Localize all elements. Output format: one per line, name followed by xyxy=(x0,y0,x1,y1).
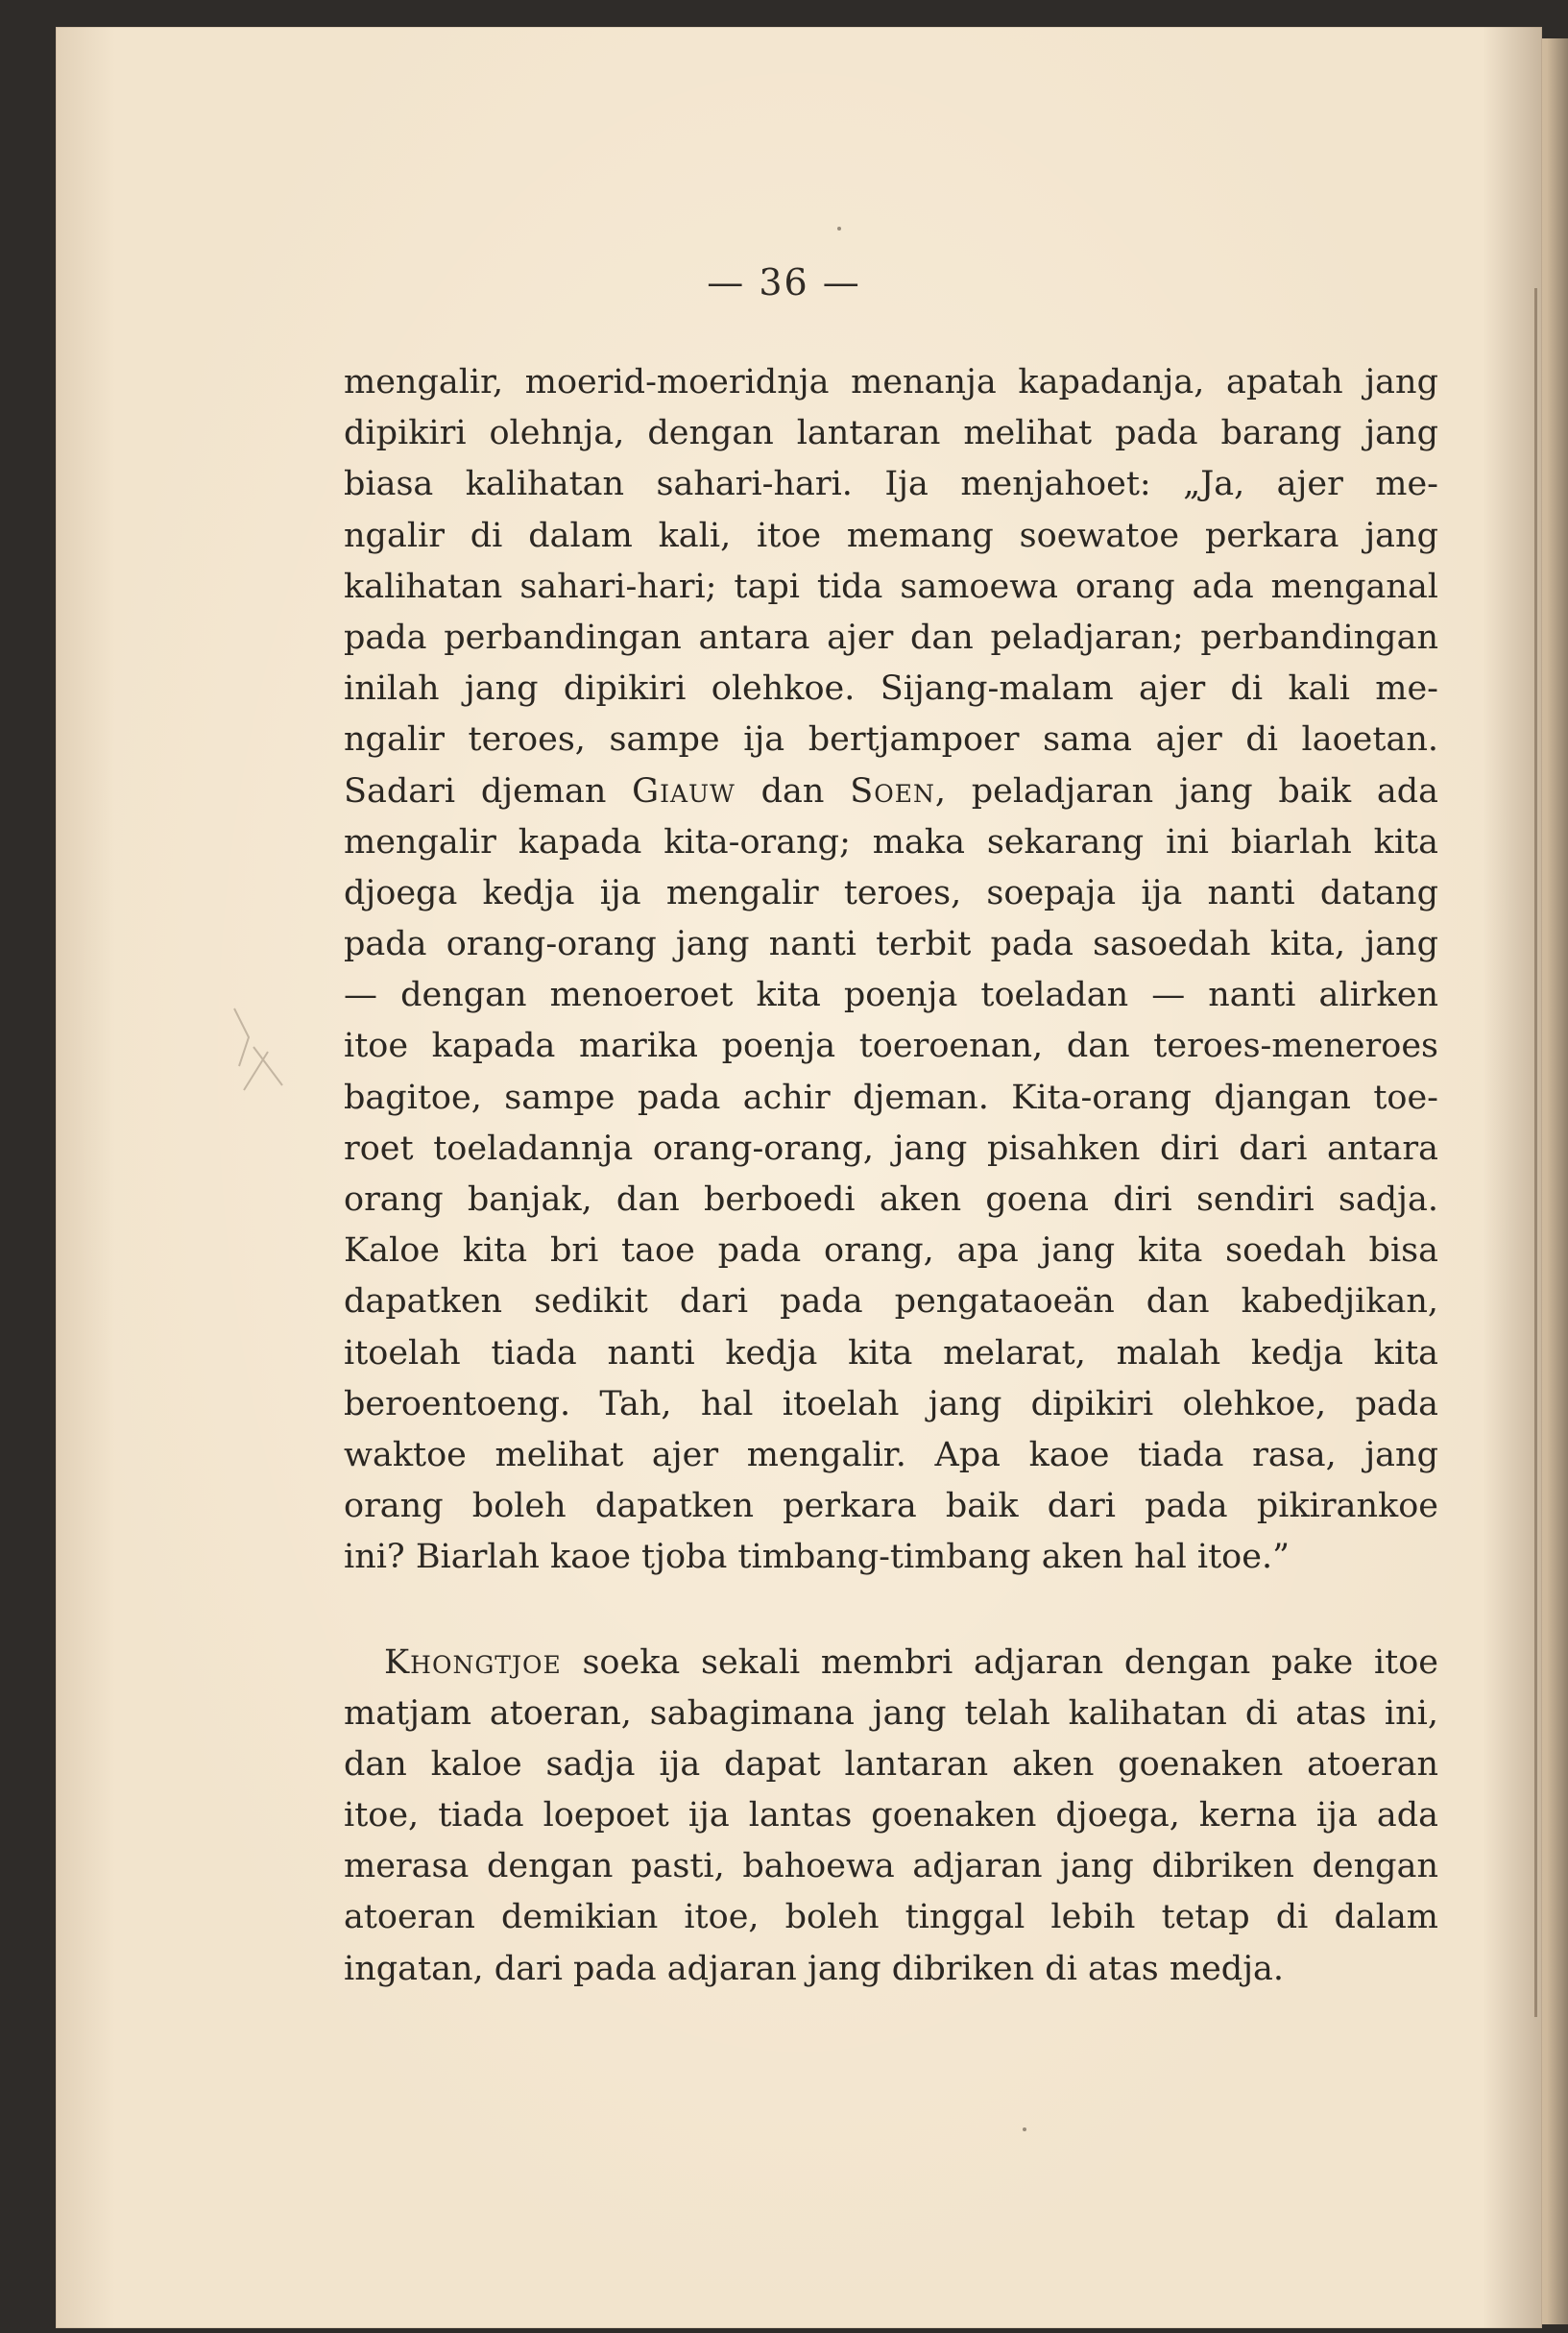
text-line: itoe kapada marika poenja toeroenan, dan teroes-meneroes xyxy=(344,1027,1438,1066)
text-line: pada orang-orang jang nanti terbit pada sasoedah kita, jang xyxy=(344,925,1438,964)
text-line: ngalir teroes, sampe ija bertjampoer sama ajer di laoetan. xyxy=(344,720,1438,760)
text-line: pada perbandingan antara ajer dan peladjaran; perbandingan xyxy=(344,618,1438,657)
text-line: waktoe melihat ajer mengalir. Apa kaoe tiada rasa, jang xyxy=(344,1435,1438,1474)
body-text xyxy=(344,357,1438,1995)
text-line: Kaloe kita bri taoe pada orang, apa jang kita soedah bisa xyxy=(344,1231,1438,1271)
text-span: dan xyxy=(735,771,851,811)
pencil-mark-icon xyxy=(215,999,302,1095)
text-line xyxy=(344,766,1438,817)
text-line: kalihatan sahari-hari; tapi tida samoewa orang ada menganal xyxy=(344,567,1438,606)
text-line: merasa dengan pasti, bahoewa adjaran jang dibriken dengan xyxy=(344,1847,1438,1886)
text-line: orang boleh dapatken perkara baik dari pada pikirankoe xyxy=(344,1487,1438,1526)
text-line: biasa kalihatan sahari-hari. Ija menjahoet: „Ja, ajer me- xyxy=(344,465,1438,504)
proper-name: Khongtjoe xyxy=(384,1642,562,1682)
text-line: ini? Biarlah kaoe tjoba timbang-timbang aken hal itoe.” xyxy=(344,1538,1290,1577)
page-fold-line xyxy=(1534,288,1537,2017)
text-line: inilah jang dipikiri olehkoe. Sijang-malam ajer di kali me- xyxy=(344,669,1438,709)
text-line: djoega kedja ija mengalir teroes, soepaja ija nanti datang xyxy=(344,873,1438,912)
text-span: Sadari djeman xyxy=(344,771,633,811)
text-line: itoelah tiada nanti kedja kita melarat, malah kedja kita xyxy=(344,1333,1438,1373)
proper-name: Soen xyxy=(850,771,935,811)
text-line: bagitoe, sampe pada achir djeman. Kita-orang djangan toe- xyxy=(344,1078,1438,1117)
paper-speck xyxy=(1023,2127,1026,2131)
text-line xyxy=(344,1638,1438,1689)
text-span: , peladjaran jang baik ada xyxy=(934,771,1438,811)
proper-name: Giauw xyxy=(632,771,736,811)
text-line: itoe, tiada loepoet ija lantas goenaken djoega, kerna ija ada xyxy=(344,1796,1438,1835)
text-line: mengalir, moerid-moeridnja menanja kapadanja, apatah jang xyxy=(344,363,1438,401)
paragraph-gap xyxy=(344,1584,1438,1638)
text-line: roet toeladannja orang-orang, jang pisahken diri dari antara xyxy=(344,1129,1438,1168)
text-line: atoeran demikian itoe, boleh tinggal lebih tetap di dalam xyxy=(344,1898,1438,1937)
text-line: ngalir di dalam kali, itoe memang soewatoe perkara jang xyxy=(344,516,1438,555)
text-line: matjam atoeran, sabagimana jang telah kalihatan di atas ini, xyxy=(344,1693,1438,1733)
page-number: — 36 — xyxy=(707,261,861,304)
text-line: dipikiri olehnja, dengan lantaran melihat pada barang jang xyxy=(344,414,1438,453)
text-line: dan kaloe sadja ija dapat lantaran aken goenaken atoeran xyxy=(344,1744,1438,1784)
paper-speck xyxy=(837,227,841,231)
text-line: — dengan menoeroet kita poenja toeladan — nanti alirken xyxy=(344,976,1438,1015)
text-line: orang banjak, dan berboedi aken goena diri sendiri sadja. xyxy=(344,1180,1438,1219)
paragraph xyxy=(344,357,1438,1584)
text-line: mengalir kapada kita-orang; maka sekarang ini biarlah kita xyxy=(344,822,1438,862)
text-line: beroentoeng. Tah, hal itoelah jang dipikiri olehkoe, pada xyxy=(344,1384,1438,1423)
text-span: soeka sekali membri adjaran dengan pake itoe xyxy=(561,1642,1438,1682)
paragraph xyxy=(344,1638,1438,1995)
text-line: ingatan, dari pada adjaran jang dibriken di atas medja. xyxy=(344,1949,1285,1988)
text-line: dapatken sedikit dari pada pengataoeän dan kabedjikan, xyxy=(344,1282,1438,1322)
